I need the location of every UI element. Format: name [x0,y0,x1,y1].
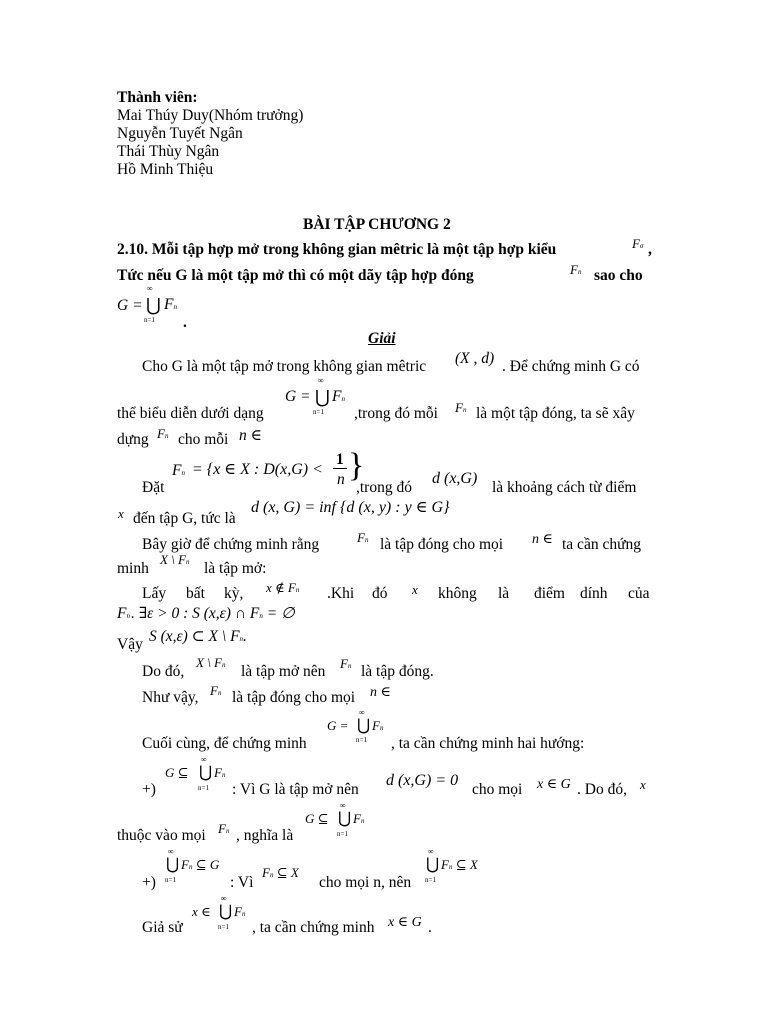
math-union: ⋃ [357,717,371,734]
math-F-n: Fn [164,296,177,313]
math-distance: d (x,G) [432,470,478,487]
problem-line-1-end: , [648,241,652,258]
math-F-sigma: Fσ [632,236,644,251]
math-G-subseteq: G ⊆ [165,765,189,780]
math-X-minus-F: X \ Fn [160,552,190,567]
text-line: ,trong đó [356,479,412,496]
text-word: dính [580,585,608,602]
math-union-formula: G = [117,297,143,314]
math-union: ⋃ [315,387,330,407]
math-infinity: ∞ [340,801,346,810]
math-union-subset-X: Fn ⊆ X [441,857,478,872]
text-line: cho mọi n, nên [319,874,412,891]
math-x-notin-F: x ∉ Fn [266,580,300,595]
math-union-formula: G = [285,388,311,405]
text-line: . Để chứng minh G có [502,358,640,375]
problem-line-2: Tức nếu G là một tập mở thì có một dãy tập hợp đóng [117,267,474,284]
text-line: Như vậy, [142,689,199,706]
text-line: Giả sử [142,919,183,936]
math-union-formula: G = [327,718,349,733]
math-F-n: Fn [332,388,345,405]
math-ball-subset: S (x,ε) ⊂ X \ Fn. [149,628,247,645]
math-n-in: n ∈ [370,685,391,700]
chapter-title: BÀI TẬP CHƯƠNG 2 [303,216,451,233]
text-word: Lấy [142,585,167,602]
math-infinity: ∞ [147,284,153,293]
text-line: thuộc vào mọi [117,827,206,844]
math-F-n: Fn [157,426,169,441]
math-x: x [118,506,124,521]
text-line: , nghĩa là [236,827,294,844]
text-word: .Khi [327,585,355,602]
math-F-n-subset-X: Fn ⊆ X [262,865,299,880]
text-line: Vậy [117,636,143,653]
text-line: ta cần chứng [562,536,641,553]
text-line: dựng [117,431,149,448]
fraction-bar [333,468,347,469]
text-line: cho mỗi [178,431,229,448]
text-line: : Vì [230,874,254,891]
text-line: là tập mở: [204,560,267,577]
math-F-n: Fn [117,605,130,622]
math-infinity: ∞ [221,894,227,903]
math-n-eq-1: n=1 [165,876,176,884]
math-infinity: ∞ [359,708,365,717]
math-union: ⋃ [166,856,180,873]
math-infinity: ∞ [168,847,174,856]
math-metric-space: (X , d) [455,350,495,367]
text-word: điểm [534,585,565,602]
text-line: Cuối cùng, để chứng minh [142,735,307,752]
text-line: là tập đóng cho mọi [380,536,504,553]
math-F-n: Fn [340,656,352,671]
math-G-subseteq: G ⊆ [305,811,329,826]
math-epsilon-statement: . ∃ε > 0 : S (x,ε) ∩ Fn = ∅ [131,605,295,622]
math-n-eq-1: n=1 [218,923,229,931]
math-x-in-G: x ∈ G [537,777,571,792]
math-x-in: x ∈ [192,904,211,919]
math-n-eq-1: n=1 [313,408,324,416]
math-distance-def: d (x, G) = inf [251,499,336,516]
problem-line-1: 2.10. Mỗi tập hợp mở trong không gian mêtric là một tập hợp kiểu [117,241,557,258]
math-union: ⋃ [199,764,213,781]
math-x: x [640,777,646,792]
members-heading: Thành viên: [117,89,198,106]
math-F-n: Fn [570,262,582,277]
solution-heading: Giải [368,330,396,347]
text-line: là tập đóng. [361,663,434,680]
math-F-n: Fn [455,400,467,415]
member-name: Mai Thúy Duy(Nhóm trưởng) [117,107,304,124]
math-union: ⋃ [146,295,161,315]
math-union: ⋃ [426,856,440,873]
math-F-n: Fn [234,904,246,919]
text-line: minh [117,560,149,577]
text-line: +) [142,874,156,891]
text-line: , ta cần chứng minh [252,919,375,936]
math-n-eq-1: n=1 [425,876,436,884]
text-line: là tập đóng cho mọi [232,689,356,706]
text-line: +) [142,781,156,798]
math-F-n: Fn [372,718,384,733]
math-fraction-num: 1 [336,451,344,468]
math-infinity: ∞ [318,376,324,385]
text-line: là khoảng cách từ điểm [492,479,637,496]
math-fraction-den: n [337,471,345,488]
math-F-n: Fn [218,821,230,836]
math-distance-zero: d (x,G) = 0 [386,772,459,789]
math-n-eq-1: n=1 [356,736,367,744]
math-F-n: Fn [357,530,369,545]
text-word: của [628,585,650,602]
text-line: Do đó, [142,663,185,680]
member-name: Thái Thùy Ngân [117,143,220,160]
math-infinity: ∞ [201,755,207,764]
math-F-n: Fn [353,811,365,826]
math-union: ⋃ [338,810,352,827]
text-line: cho mọi [472,781,523,798]
text-line: . Do đó, [577,781,627,798]
text-word: kỳ, [224,585,244,602]
math-brace-close: } [348,447,365,484]
math-n-in: n ∈ [532,532,553,547]
problem-dot: . [183,314,187,331]
member-name: Hồ Minh Thiệu [117,161,214,178]
math-F-n-subset-G: Fn ⊆ G [181,857,220,872]
text-line: Bây giờ để chứng minh rằng [142,536,320,553]
math-F-n: Fn [214,765,226,780]
math-set-definition: = {x ∈ X : D(x,G) < [192,461,323,478]
text-line: , ta cần chứng minh hai hướng: [391,735,585,752]
text-line: là tập mở nên [241,663,326,680]
text-word: không [438,585,477,602]
text-line: Đặt [142,479,165,496]
math-infinity: ∞ [428,847,434,856]
text-line: là một tập đóng, ta sẽ xây [476,405,635,422]
math-F-n: Fn [210,683,222,698]
math-distance-set: {d (x, y) : y ∈ G} [340,499,450,516]
math-x: x [412,582,418,597]
problem-line-2-end: sao cho [594,267,643,284]
text-word: bất [186,585,205,602]
math-X-minus-F: X \ Fn [196,655,226,670]
text-word: là [498,585,510,602]
math-n-eq-1: n=1 [198,784,209,792]
text-line: ,trong đó mỗi [354,405,438,422]
text-line: thể biểu diễn dưới dạng [117,405,264,422]
math-n-eq-1: n=1 [144,316,155,324]
text-line: . [428,919,432,936]
text-word: đó [372,585,388,602]
math-n-eq-1: n=1 [337,830,348,838]
text-line: Cho G là một tập mở trong không gian mêtric [142,358,427,375]
math-n-in: n ∈ [239,427,263,444]
text-line: đến tập G, tức là [133,510,236,527]
text-line: : Vì G là tập mở nên [232,781,359,798]
member-name: Nguyễn Tuyết Ngân [117,125,243,142]
math-x-in-G: x ∈ G [388,915,422,930]
math-F-n: Fn [172,462,185,479]
math-union: ⋃ [219,903,233,920]
